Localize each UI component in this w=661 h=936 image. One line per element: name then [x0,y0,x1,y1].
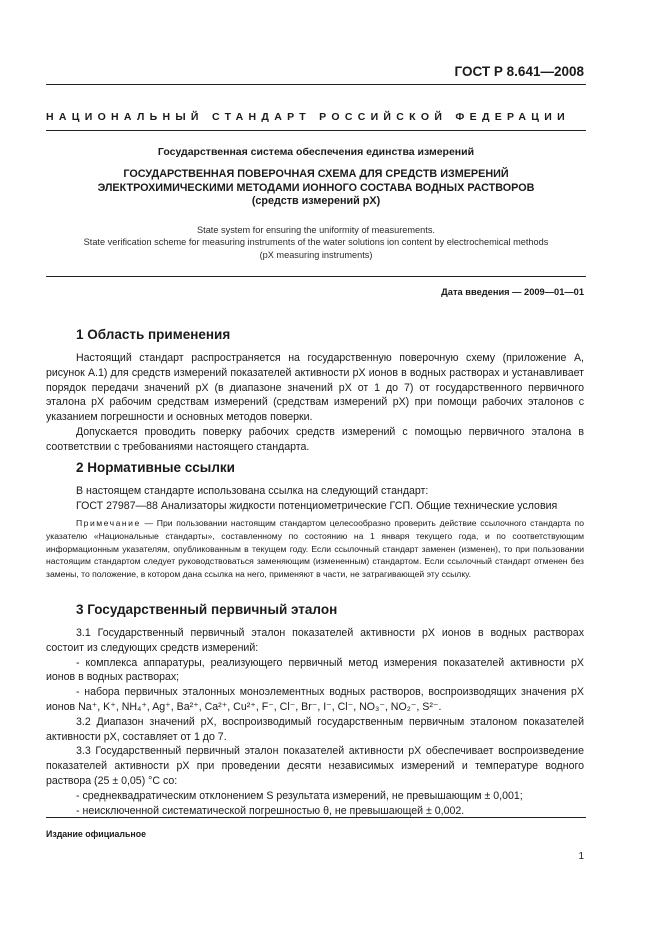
section-1-paragraph-1: Настоящий стандарт распространяется на государственную поверочную схему (приложение А, рисунок А.1) для средств измерений показателей активности pX ионов в водных растворах и устанавливает порядок передачи значений pX (в диапазоне значений pX от 1 до 7) от государственного первичного эталона pX рабочим средствам измерений (средствам измерений pX) при помощи рабочих эталонов с указанием погрешности и основных методов поверки. [46,352,584,424]
main-title-line: ЭЛЕКТРОХИМИЧЕСКИМИ МЕТОДАМИ ИОННОГО СОСТАВА ВОДНЫХ РАСТВОРОВ [97,181,535,194]
bullet-solutions [46,685,584,715]
english-title-line: (pX measuring instruments) [259,249,373,260]
section-1-body [46,351,584,455]
section-2-line-1: В настоящем стандарте использована ссылка на следующий стандарт: [76,485,429,497]
document-code: ГОСТ Р 8.641—2008 [454,64,584,79]
standard-title: НАЦИОНАЛЬНЫЙ СТАНДАРТ РОССИЙСКОЙ ФЕДЕРАЦИИ [46,111,570,123]
english-title-line: State verification scheme for measuring instruments of the water solutions ion content by electrochemical methods [83,237,549,248]
english-title [46,224,586,261]
system-title: Государственная система обеспечения единства измерений [157,146,475,158]
main-title-line: ГОСУДАРСТВЕННАЯ ПОВЕРОЧНАЯ СХЕМА ДЛЯ СРЕДСТВ ИЗМЕРЕНИЙ [123,168,509,180]
section-2-body [46,484,584,514]
english-title-line: State system for ensuring the uniformity of measurements. [197,225,435,235]
section-1-heading: 1 Область применения [76,327,231,342]
section-2-heading: 2 Нормативные ссылки [76,460,235,475]
introduction-date: Дата введения — 2009—01—01 [441,287,584,297]
header-rule [46,84,586,85]
section-3-heading: 3 Государственный первичный эталон [76,602,338,617]
main-title [46,168,586,209]
footer-rule [46,817,586,818]
clause-3-2: 3.2 Диапазон значений pX, воспроизводимый государственным первичным эталоном показателей активности pX, составляет от 1 до 7. [46,715,584,743]
bullet-systematic-error: - неисключенной систематической погрешностью θ, не превышающей ± 0,002. [76,804,465,817]
section-2-line-2: ГОСТ 27987—88 Анализаторы жидкости потенциометрические ГСП. Общие технические условия [76,499,558,512]
ion-list: Na⁺, K⁺, NH₄⁺, Ag⁺, Ba²⁺, Ca²⁺, Cu²⁺, F⁻, Cl⁻, Br⁻, I⁻, Cl⁻, NO₃⁻, NO₂⁻, S²⁻. [78,700,442,713]
title-rule [46,130,586,131]
bullet-deviation: - среднеквадратическим отклонением S результата измерений, не превышающим ± 0,001; [76,789,523,802]
note-paragraph [46,517,584,581]
page-number: 1 [578,851,584,862]
section-3-body [46,626,584,818]
section-2-note [46,517,584,581]
note-label: Примечание [76,518,141,528]
clause-3-3: 3.3 Государственный первичный эталон показателей активности pX обеспечивает воспроизведение показателей активности pX при проведении десяти независимых измерений и температуре водного раствора (25 ± 0,05) °С со: [46,745,584,787]
clause-3-1: 3.1 Государственный первичный эталон показателей активности pX ионов в водных растворах состоит из следующих средств измерений: [46,627,584,654]
note-text: — При пользовании настоящим стандартом целесообразно проверить действие ссылочного стандарта по указателю «Национальные стандарты», составленному по состоянию на 1 января текущего года, и по соответствующим информационным указателям, опубликованным в текущем году. Если ссылочный стандарт заменен (изменен), то при пользовании настоящим стандартом следует руководствоваться заменяющим (измененным) стандартом. Если ссылочный стандарт отменен без замены, то положение, в котором дана ссылка на него, применяют в части, не затрагивающей эту ссылку. [46,518,584,580]
intro-rule [46,276,586,277]
edition-label: Издание официальное [46,829,146,839]
bullet-equipment: - комплекса аппаратуры, реализующего первичный метод измерения показателей активности pX ионов в водных растворах; [46,656,584,684]
main-title-line: (средств измерений pX) [251,195,381,207]
bullet-solutions-text: - набора первичных эталонных моноэлементных водных растворов, воспроизводящих значения pX ионов [46,686,584,713]
section-1-paragraph-2: Допускается проводить поверку рабочих средств измерений с помощью первичного эталона в соответствии с требованиями настоящего стандарта. [46,425,584,453]
